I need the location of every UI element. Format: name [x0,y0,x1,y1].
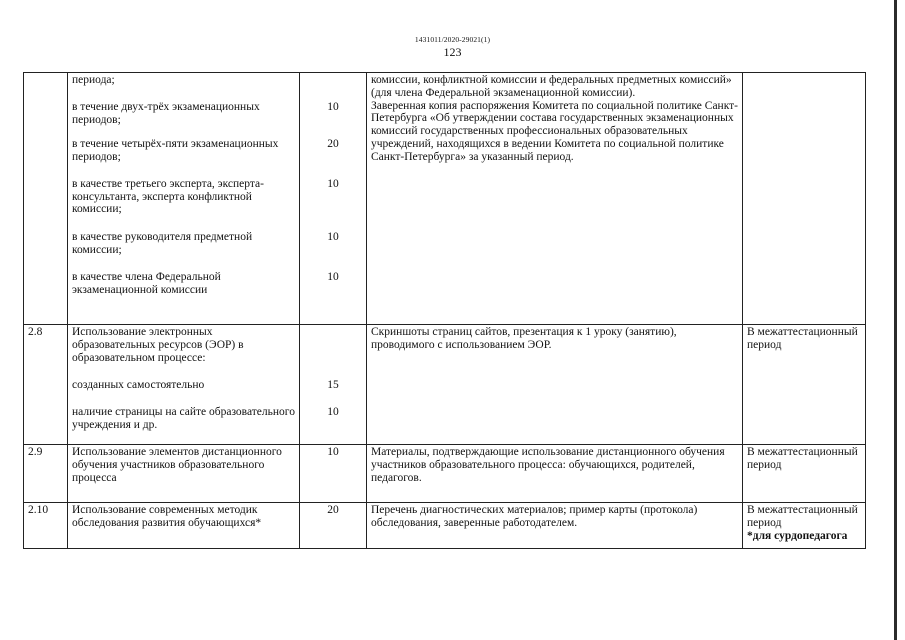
note-cell [743,73,866,325]
indicator-line: в качестве члена Федеральной экзаменационной комиссии [72,270,221,296]
note-cell: В межаттестационный период [743,325,866,445]
document-code: 1431011/2020-29021(1) [414,35,491,44]
indicator-line: периода; [72,74,115,86]
item-number-cell [24,73,68,325]
table-row [24,325,866,445]
indicator-cell [68,73,300,325]
points-value: 20 [327,138,339,150]
note-cell [743,503,866,549]
points-cell [300,503,367,549]
points-value: 10 [327,178,339,190]
points-value: 10 [327,271,339,283]
indicator-line: в качестве третьего эксперта, эксперта-консультанта, эксперта конфликтной комиссии; [72,177,264,216]
item-number-cell: 2.9 [24,445,68,503]
document-cell: Скриншоты страниц сайтов, презентация к 1 уроку (занятию), проводимого с использованием ЭОР. [367,325,743,445]
points-value: 10 [327,231,339,243]
points-cell [300,325,367,445]
document-text: комиссии, конфликтной комиссии и федеральных предметных комиссий» (для члена Федеральной экзаменационной комиссии). [371,74,732,99]
indicator-line: Использование электронных образовательных ресурсов (ЭОР) в образовательном процессе: [72,326,244,364]
indicator-line: в течение четырёх-пяти экзаменационных периодов; [72,137,279,163]
indicator-cell [68,325,300,445]
indicator-line: наличие страницы на сайте образовательного учреждения и др. [72,406,295,431]
points-value: 20 [327,504,339,516]
indicator-line: в качестве руководителя предметной комиссии; [72,230,253,256]
document-cell [367,73,743,325]
points-cell [300,73,367,325]
table-row [24,73,866,325]
item-number-cell: 2.10 [24,503,68,549]
indicator-line: созданных самостоятельно [72,379,205,391]
note-text: В межаттестационный период [747,504,858,529]
criteria-table [23,72,866,549]
points-value: 10 [327,101,339,113]
note-extra-text: *для сурдопедагога [747,529,848,542]
document-text: Заверенная копия распоряжения Комитета по социальной политике Санкт-Петербурга «Об утверждении состава государственных экзаменационных комиссий государственных профессиональных образовательных учреждений, находящихся в ведении Комитета по социальной политике Санкт-Петербурга» за указанный период. [371,99,738,163]
points-value [304,326,362,365]
points-cell [300,445,367,503]
document-cell: Перечень диагностических материалов; пример карты (протокола) обследования, заверенные работодателем. [367,503,743,549]
table-row [24,445,866,503]
points-value: 10 [327,446,339,458]
page-number: 123 [443,45,462,59]
indicator-line: в течение двух-трёх экзаменационных периодов; [72,100,260,126]
points-value: 10 [327,406,339,418]
item-number-cell: 2.8 [24,325,68,445]
note-cell: В межаттестационный период [743,445,866,503]
page-edge-bar [894,0,897,640]
indicator-cell: Использование элементов дистанционного обучения участников образовательного процесса [68,445,300,503]
table-row [24,503,866,549]
points-value: 15 [327,379,339,391]
document-cell: Материалы, подтверждающие использование дистанционного обучения участников образовательного процесса: обучающихся, родителей, педагогов. [367,445,743,503]
points-value [304,74,362,87]
indicator-cell: Использование современных методик обследования развития обучающихся* [68,503,300,549]
